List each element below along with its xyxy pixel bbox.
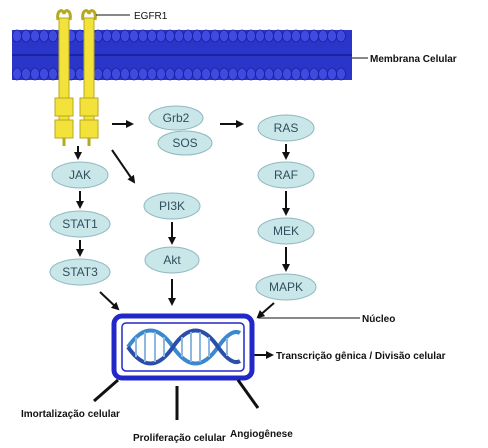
node-mek-label: MEK [272, 224, 300, 238]
membrane-bead [76, 30, 85, 42]
membrane-bead [292, 30, 301, 42]
membrane-bead [238, 68, 247, 80]
membrane-bead [112, 30, 121, 42]
membrane-bead [211, 68, 220, 80]
membrane-bead [94, 30, 103, 42]
membrane-bead [13, 68, 22, 80]
membrane-bead [40, 68, 49, 80]
node-mapk-label: MAPK [268, 280, 304, 294]
membrane-bead [319, 68, 328, 80]
membrane-bead [157, 68, 166, 80]
membrane-bead [31, 30, 40, 42]
node-jak [52, 162, 108, 188]
node-ras-label: RAS [273, 121, 299, 135]
nucleus [114, 316, 252, 378]
membrane-bead [130, 30, 139, 42]
membrane-bead [184, 30, 193, 42]
membrane-bead [301, 30, 310, 42]
membrane-bead [139, 30, 148, 42]
node-grb2 [149, 106, 203, 130]
membrane-bead [166, 68, 175, 80]
membrane-bead [184, 68, 193, 80]
membrane-bead [274, 68, 283, 80]
node-stat1-label: STAT1 [62, 217, 98, 231]
membrane-bead [112, 68, 121, 80]
membrane-bead [310, 68, 319, 80]
arrow-stat3-nucleus [100, 292, 118, 309]
node-stat3 [50, 259, 110, 285]
membrane-bead [193, 68, 202, 80]
membrane-bead [103, 68, 112, 80]
node-pi3k [144, 193, 200, 219]
membrane-bead [220, 68, 229, 80]
membrane-bead [175, 30, 184, 42]
egfr-label: EGFR1 [134, 11, 168, 22]
membrane-bead [328, 30, 337, 42]
outcome-immortalization: Imortalização celular [21, 409, 120, 420]
membrane-bead [274, 30, 283, 42]
node-akt-label: Akt [163, 253, 181, 267]
membrane-bead [130, 68, 139, 80]
membrane-bead [166, 30, 175, 42]
line-angiogenesis [238, 380, 258, 408]
outcome-proliferation: Proliferação celular [133, 433, 226, 444]
membrane-bead [328, 68, 337, 80]
membrane-bead [139, 68, 148, 80]
membrane-bead [202, 30, 211, 42]
outcome-angiogenesis: Angiogênese [230, 429, 293, 440]
membrane-bead [283, 68, 292, 80]
membrane-bead [247, 30, 256, 42]
membrane-bead [265, 30, 274, 42]
membrane-bead [157, 30, 166, 42]
membrane-bead [319, 30, 328, 42]
transcription-label: Transcrição gênica / Divisão celular [276, 351, 446, 362]
membrane-bead [238, 30, 247, 42]
membrane-bead [94, 68, 103, 80]
membrane-bead [103, 30, 112, 42]
nucleus-label: Núcleo [362, 314, 396, 325]
membrane-bead [148, 30, 157, 42]
membrane-bead [121, 68, 130, 80]
node-pi3k-label: PI3K [158, 199, 186, 213]
node-sos-label: SOS [172, 136, 198, 150]
membrane-bead [40, 30, 49, 42]
membrane-bead [22, 68, 31, 80]
membrane-bead [337, 30, 346, 42]
membrane-bead [229, 30, 238, 42]
node-stat3-label: STAT3 [62, 265, 98, 279]
membrane-bead [292, 68, 301, 80]
membrane-label: Membrana Celular [370, 54, 457, 65]
node-akt [145, 247, 199, 273]
membrane-bead [13, 30, 22, 42]
membrane-bead [220, 30, 229, 42]
node-mek [258, 218, 314, 244]
membrane-bead [175, 68, 184, 80]
node-grb2-label: Grb2 [162, 111, 190, 125]
membrane-bead [31, 68, 40, 80]
membrane-bead [49, 30, 58, 42]
membrane-bead [265, 68, 274, 80]
line-immortalization [94, 380, 118, 401]
membrane-bead [256, 68, 265, 80]
membrane-bead [148, 68, 157, 80]
node-stat1 [50, 211, 110, 237]
node-jak-label: JAK [68, 168, 92, 182]
arrow-egfr-pi3k [112, 150, 134, 182]
membrane-bead [211, 30, 220, 42]
membrane-bead [337, 68, 346, 80]
membrane-bead [283, 30, 292, 42]
node-mapk [256, 274, 316, 300]
membrane-bead [202, 68, 211, 80]
membrane-bead [247, 68, 256, 80]
membrane-bead [49, 68, 58, 80]
node-raf [258, 162, 314, 188]
membrane-bead [193, 30, 202, 42]
membrane-bead [310, 30, 319, 42]
membrane-bead [121, 30, 130, 42]
node-raf-label: RAF [274, 168, 298, 182]
membrane-bead [301, 68, 310, 80]
node-ras [258, 115, 314, 141]
membrane-bead [22, 30, 31, 42]
node-sos [158, 131, 212, 155]
membrane-bead [76, 68, 85, 80]
membrane-bead [229, 68, 238, 80]
arrow-mapk-nucleus [258, 303, 274, 317]
membrane-bead [256, 30, 265, 42]
